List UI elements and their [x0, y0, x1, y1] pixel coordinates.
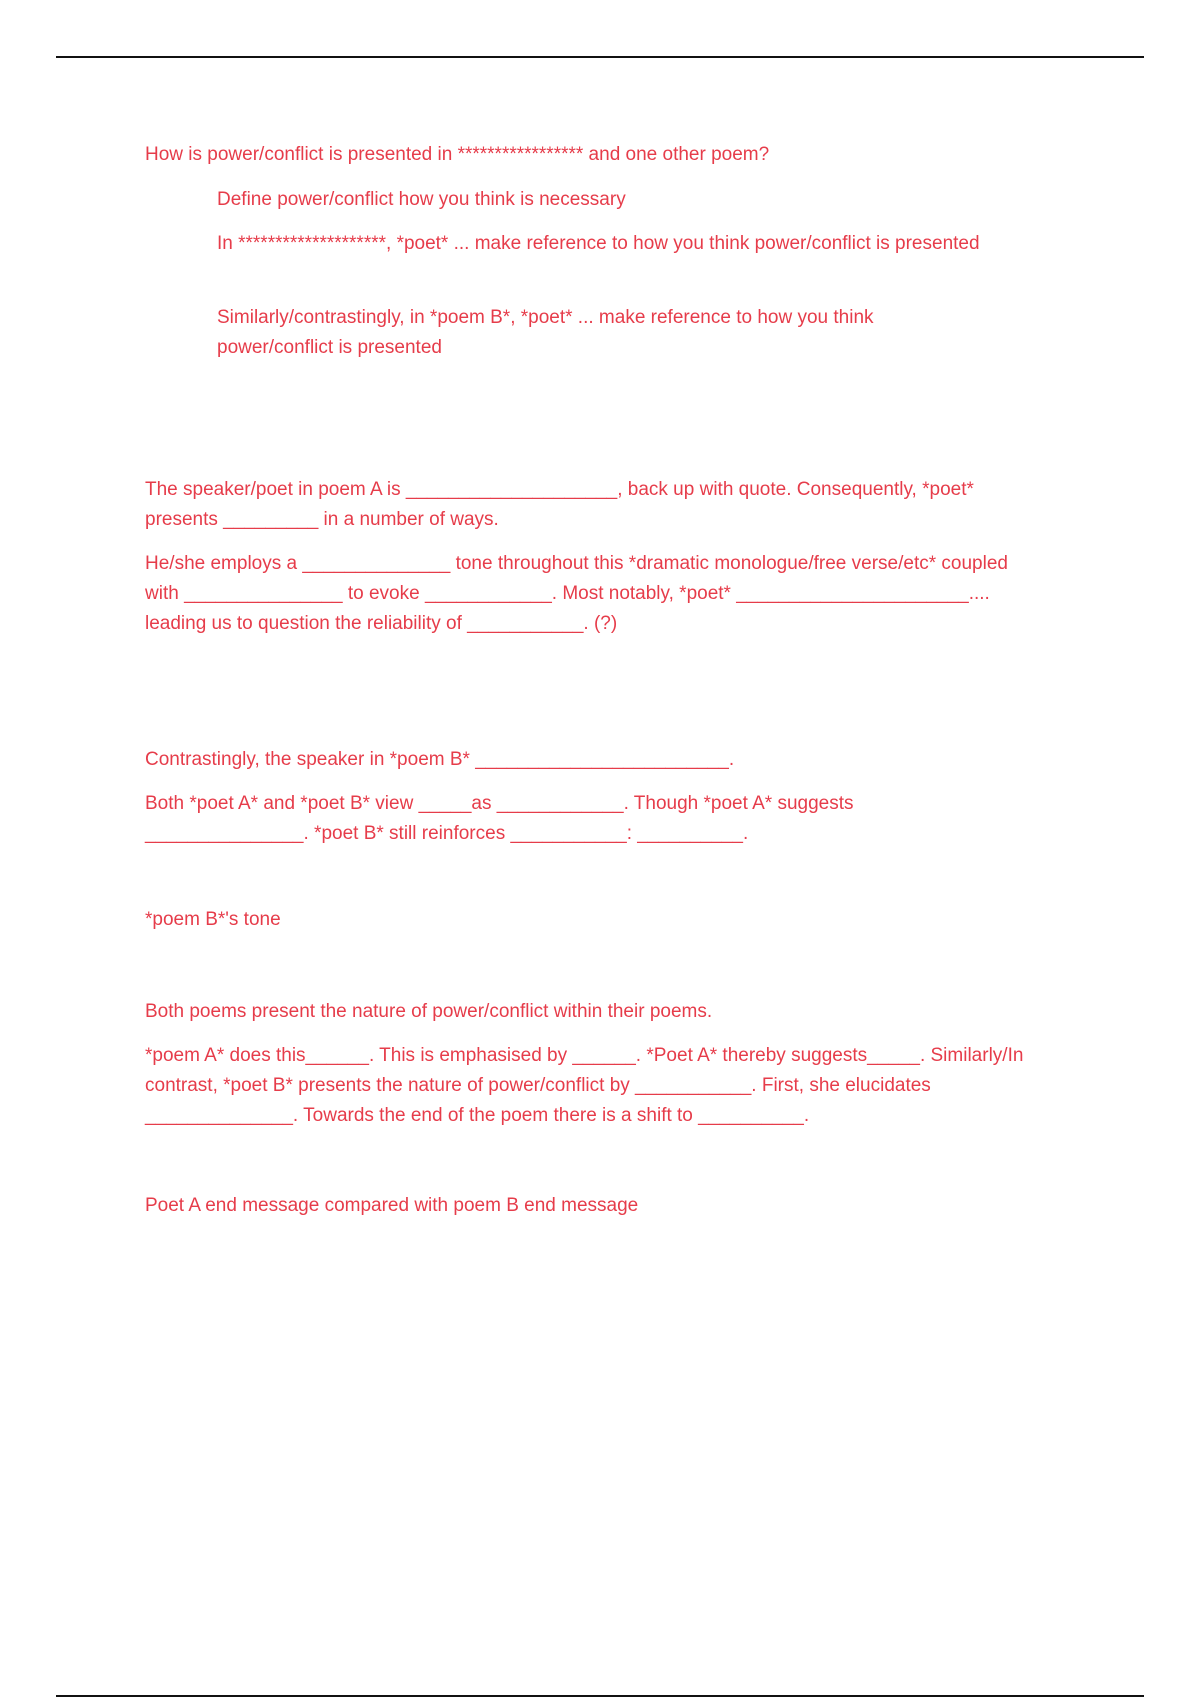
comparison-paragraph: Both *poet A* and *poet B* view _____as ____________. Though *poet A* suggests _______________. *poet B* still reinforces ___________: __________. — [145, 793, 854, 844]
poem-b-tone-heading: *poem B*'s tone — [145, 909, 281, 930]
footer-rule — [56, 1695, 1144, 1697]
poem-a-instruction: In ********************, *poet* ... make reference to how you think power/conflict is presented — [217, 233, 980, 254]
end-message-heading: Poet A end message compared with poem B end message — [145, 1195, 639, 1216]
define-instruction: Define power/conflict how you think is necessary — [217, 189, 626, 210]
nature-intro-paragraph: Both poems present the nature of power/conflict within their poems. — [145, 1001, 713, 1022]
header-rule — [56, 56, 1144, 58]
poem-b-instruction: Similarly/contrastingly, in *poem B*, *poet* ... make reference to how you think power/conflict is presented — [217, 307, 874, 358]
nature-analysis-paragraph: *poem A* does this______. This is emphasised by ______. *Poet A* thereby suggests_____. Similarly/In contrast, *poet B* presents the nature of power/conflict by ___________. First, she elucidates ______________. Towards the end of the poem there is a shift to __________. — [145, 1045, 1024, 1126]
essay-question: How is power/conflict is presented in ***************** and one other poem? — [145, 144, 770, 165]
poem-b-speaker-paragraph: Contrastingly, the speaker in *poem B* ________________________. — [145, 749, 735, 770]
poem-a-speaker-paragraph: The speaker/poet in poem A is ____________________, back up with quote. Consequently, *poet* presents _________ in a number of ways. — [145, 479, 974, 530]
poem-a-tone-paragraph: He/she employs a ______________ tone throughout this *dramatic monologue/free verse/etc* coupled with _______________ to evoke ____________. Most notably, *poet* ______________________.... leading us to question the reliability of ___________. (?) — [145, 553, 1008, 634]
